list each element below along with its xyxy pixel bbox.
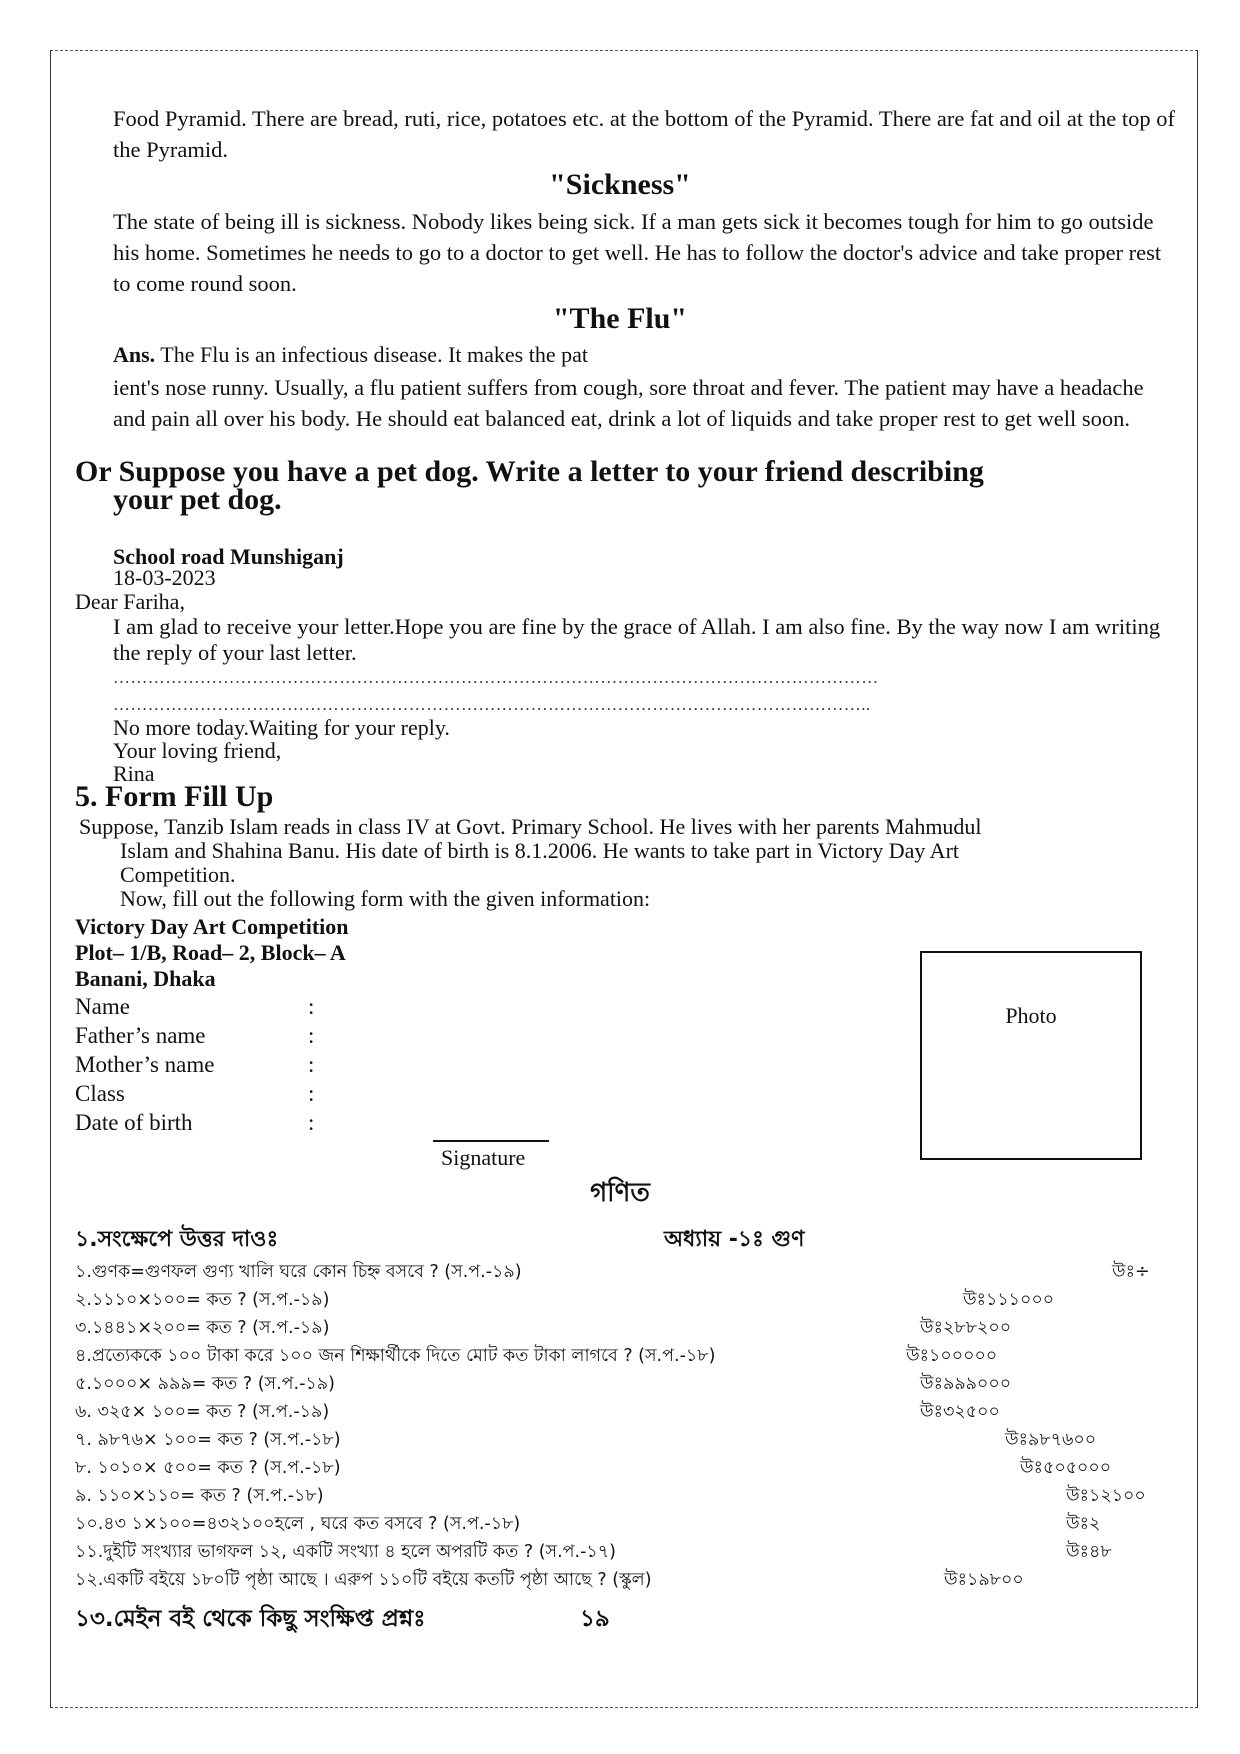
form-instruction-line4: Now, fill out the following form with the given information:: [120, 886, 651, 911]
math-answer: উঃ১১১০০০: [963, 1290, 1055, 1310]
form-org-name: Victory Day Art Competition: [75, 914, 349, 939]
math-answer: উঃ÷: [1112, 1262, 1150, 1282]
flu-line1: The Flu is an infectious disease. It makes the pat: [160, 342, 588, 367]
flu-paragraph: ient's nose runny. Usually, a flu patient suffers from cough, sore throat and fever. The patient may have a headache and pain all over his body. He should eat balanced eat, drink a lot of liquids and take proper rest to get well soon.: [113, 375, 1144, 431]
letter-signature: Rina: [113, 761, 155, 786]
math-answer: উঃ২: [1066, 1514, 1101, 1534]
math-question: ৪.প্রত্যেককে ১০০ টাকা করে ১০০ জন শিক্ষার্থীকে দিতে মোট কত টাকা লাগবে ? (স.প.-১৮): [75, 1346, 716, 1366]
letter-closing2: Your loving friend,: [113, 738, 282, 763]
letter-body: I am glad to receive your letter.Hope you are fine by the grace of Allah. I am also fine. By the way now I am writing the reply of your last letter.: [113, 614, 1161, 665]
math-question: ১২.একটি বইয়ে ১৮০টি পৃষ্ঠা আছে । এরুপ ১১০টি বইয়ে কতটি পৃষ্ঠা আছে ? (স্কুল): [75, 1570, 652, 1590]
math-subject-title: গণিত: [590, 1178, 650, 1208]
math-chapter-heading: অধ্যায় -১ঃ গুণ: [664, 1227, 805, 1252]
photo-label: Photo: [1005, 1003, 1057, 1028]
math-answer: উঃ১৯৮০০: [944, 1570, 1024, 1590]
letter-date: 18-03-2023: [113, 565, 216, 590]
form-field-colon: :: [308, 1023, 315, 1048]
form-instruction-line1: Suppose, Tanzib Islam reads in class IV at Govt. Primary School. He lives with her parents Mahmudul: [79, 814, 982, 839]
photo-box: [920, 951, 1142, 1160]
letter-closing1: No more today.Waiting for your reply.: [113, 715, 450, 740]
form-field-label: Father’s name: [75, 1023, 206, 1048]
signature-line: [433, 1140, 549, 1142]
ans-label: Ans.: [113, 342, 156, 367]
sickness-paragraph: The state of being ill is sickness. Nobody likes being sick. If a man gets sick it becomes tough for him to go outside his home. Sometimes he needs to go to a doctor to get well. He has to follow the doctor's advice and take proper rest to come round soon.: [113, 209, 1162, 296]
math-question: ১.গুণক=গুণফল গুণ্য খালি ঘরে কোন চিহ্ন বসবে ? (স.প.-১৯): [75, 1262, 522, 1282]
form-field-label: Mother’s name: [75, 1052, 215, 1077]
math-question: ২.১১১০×১০০= কত ? (স.প.-১৯): [75, 1290, 330, 1310]
math-question: ১০.৪৩ ১×১০০=৪৩২১০০হলে , ঘরে কত বসবে ? (স.প.-১৮): [75, 1514, 521, 1534]
sickness-title: "Sickness": [549, 168, 691, 201]
math-question: ৫.১০০০× ৯৯৯= কত ? (স.প.-১৯): [75, 1374, 335, 1394]
letter-dots-line1: ……………………………………………………………………………………………………………………: [113, 668, 879, 687]
math-section-heading: ১.সংক্ষেপে উত্তর দাওঃ: [75, 1227, 279, 1252]
signature-label: Signature: [441, 1145, 526, 1170]
form-org-address2: Banani, Dhaka: [75, 966, 216, 991]
math-answer: উঃ১২১০০: [1066, 1486, 1146, 1506]
math-footer-heading: ১৩.মেইন বই থেকে কিছু সংক্ষিপ্ত প্রশ্নঃ: [75, 1606, 426, 1632]
math-answer: উঃ৪৮: [1066, 1542, 1112, 1562]
form-field-colon: :: [308, 1081, 315, 1106]
form-org-address1: Plot– 1/B, Road– 2, Block– A: [75, 940, 346, 965]
math-answer: উঃ৩২৫০০: [920, 1402, 1000, 1422]
form-field-colon: :: [308, 1052, 315, 1077]
form-field-colon: :: [308, 994, 315, 1019]
letter-question-line1: Or Suppose you have a pet dog. Write a letter to your friend describing: [75, 455, 984, 488]
form-field-label: Class: [75, 1081, 125, 1106]
math-answer: উঃ২৮৮২০০: [920, 1318, 1012, 1338]
math-answer: উঃ৫০৫০০০: [1020, 1458, 1112, 1478]
math-answer: উঃ১০০০০০: [906, 1346, 998, 1366]
math-question: ৯. ১১০×১১০= কত ? (স.প.-১৮): [75, 1486, 324, 1506]
letter-question-line2: your pet dog.: [113, 483, 282, 516]
math-answer: উঃ৯৯৯০০০: [920, 1374, 1012, 1394]
flu-first-line: [113, 342, 588, 368]
math-question: ১১.দুইটি সংখ্যার ভাগফল ১২, একটি সংখ্যা ৪ হলে অপরটি কত ? (স.প.-১৭): [75, 1542, 616, 1562]
form-title: 5. Form Fill Up: [75, 780, 274, 813]
form-instruction-line3: Competition.: [120, 862, 236, 887]
form-field-label: Name: [75, 994, 130, 1019]
letter-question: [75, 455, 1155, 516]
letter-dots-line2: …………………………………………………………………………………………………………………..: [113, 695, 871, 714]
flu-title: "The Flu": [552, 302, 688, 335]
form-field-label: Date of birth: [75, 1110, 193, 1135]
food-pyramid-paragraph: Food Pyramid. There are bread, ruti, rice, potatoes etc. at the bottom of the Pyramid. There are fat and oil at the top of the Pyramid.: [113, 106, 1175, 162]
math-answer: উঃ৯৮৭৬০০: [1005, 1430, 1097, 1450]
letter-salutation: Dear Fariha,: [75, 589, 185, 614]
form-instruction-line2: Islam and Shahina Banu. His date of birth is 8.1.2006. He wants to take part in Victory Day Art: [120, 838, 960, 863]
page-number: ১৯: [580, 1606, 610, 1632]
letter-address: School road Munshiganj: [113, 544, 344, 569]
math-question: ৭. ৯৮৭৬× ১০০= কত ? (স.প.-১৮): [75, 1430, 341, 1450]
form-field-colon: :: [308, 1110, 315, 1135]
math-question: ৮. ১০১০× ৫০০= কত ? (স.প.-১৮): [75, 1458, 341, 1478]
math-question: ৩.১৪৪১×২০০= কত ? (স.প.-১৯): [75, 1318, 330, 1338]
math-question: ৬. ৩২৫× ১০০= কত ? (স.প.-১৯): [75, 1402, 330, 1422]
